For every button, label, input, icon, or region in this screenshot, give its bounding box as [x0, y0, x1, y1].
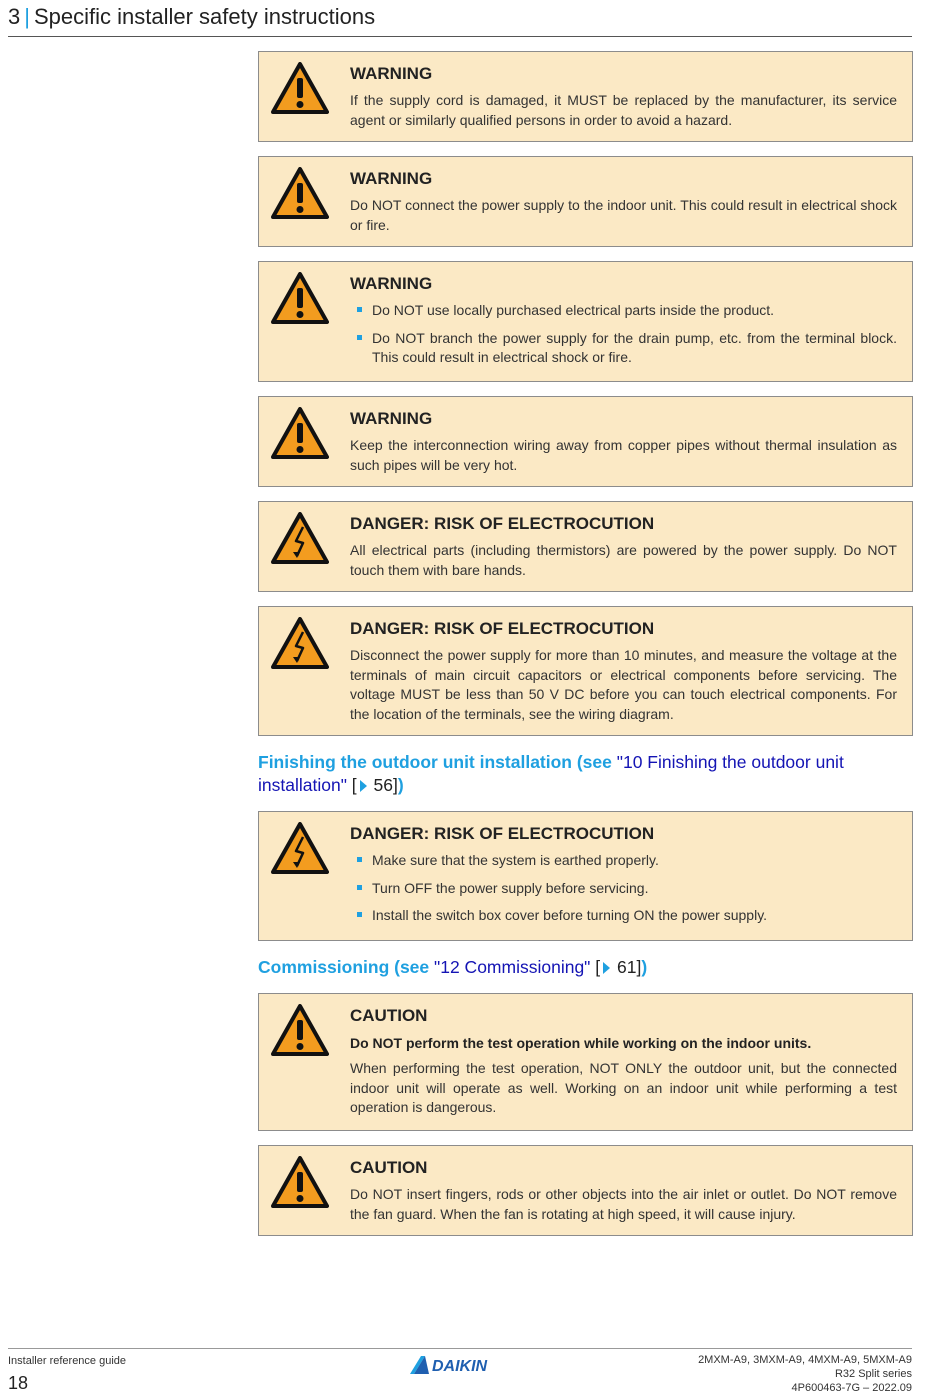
box-text: All electrical parts (including thermistors) are powered by the power supply. Do NOT touch them with bare hands. [350, 542, 897, 578]
warning-exclamation-icon [271, 407, 329, 459]
warning-exclamation-icon [271, 167, 329, 219]
section-number: 3 [8, 4, 21, 29]
box-text: When performing the test operation, NOT ONLY the outdoor unit, but the connected indoor unit will operate as well. Working on an indoor unit while performing a test operation is dangerous. [350, 1060, 897, 1116]
page-ref-number[interactable]: 61] [612, 957, 642, 977]
electrocution-icon [271, 822, 329, 874]
box-emphasis: Do NOT perform the test operation while working on the indoor units. [350, 1035, 812, 1051]
box-title: CAUTION [350, 1158, 428, 1177]
guide-name: Installer reference guide [8, 1355, 127, 1367]
svg-text:DAIKIN: DAIKIN [432, 1358, 488, 1375]
bullet-icon [357, 307, 362, 312]
list-item-text: Make sure that the system is earthed properly. [372, 852, 659, 868]
list-item-text: Turn OFF the power supply before servicing. [372, 879, 649, 896]
page-header [8, 4, 912, 37]
list-item-text: Install the switch box cover before turning ON the power supply. [372, 907, 768, 924]
page-ref-open: [ [590, 957, 601, 977]
list-item [350, 329, 897, 368]
warning-box [258, 261, 913, 382]
caution-box [258, 1145, 913, 1236]
warning-box [258, 51, 913, 142]
box-text: Do NOT connect the power supply to the indoor unit. This could result in electrical shock or fire. [350, 197, 897, 233]
document-code: 4P600463-7G – 2022.09 [791, 1382, 912, 1394]
list-item-text: Do NOT branch the power supply for the drain pump, etc. from the terminal block. This could result in electrical shock or fire. [372, 329, 897, 366]
subheading-close: ) [397, 775, 404, 795]
danger-box [258, 606, 913, 736]
bullet-icon [357, 857, 362, 862]
box-title: WARNING [350, 274, 433, 293]
cross-reference-link[interactable]: "12 Commissioning" [434, 957, 591, 977]
subheading-title: Finishing the outdoor unit installation (see [258, 752, 617, 772]
electrocution-icon [271, 617, 329, 669]
list-item [350, 906, 897, 926]
model-list: 2MXM-A9, 3MXM-A9, 4MXM-A9, 5MXM-A9 [698, 1354, 912, 1366]
caution-box [258, 993, 913, 1131]
box-text: Disconnect the power supply for more than 10 minutes, and measure the voltage at the terminals of main circuit capacitors or electrical components before servicing. The voltage MUST be less than 50 V DC before you can touch electrical components. For the location of the terminals, see the wiring diagram. [350, 647, 897, 723]
warning-exclamation-icon [271, 62, 329, 114]
box-text: Do NOT insert fingers, rods or other objects into the air inlet or outlet. Do NOT remove the fan guard. When the fan is rotating at high speed, it will cause injury. [350, 1186, 897, 1222]
box-title: DANGER: RISK OF ELECTROCUTION [350, 619, 655, 638]
box-title: DANGER: RISK OF ELECTROCUTION [350, 824, 655, 843]
bullet-list [350, 851, 897, 926]
warning-exclamation-icon [271, 272, 329, 324]
warning-exclamation-icon [271, 1004, 329, 1056]
section-title: Specific installer safety instructions [33, 4, 376, 29]
list-item-text: Do NOT use locally purchased electrical parts inside the product. [372, 302, 775, 318]
box-text: Keep the interconnection wiring away from copper pipes without thermal insulation as such pipes will be very hot. [350, 437, 897, 473]
bullet-list [350, 301, 897, 368]
list-item [350, 879, 897, 899]
page-number: 18 [8, 1373, 29, 1393]
daikin-logo [408, 1354, 512, 1376]
box-title: CAUTION [350, 1006, 428, 1025]
subheading-close: ) [641, 957, 648, 977]
section-subheading [258, 751, 913, 797]
bullet-icon [357, 885, 362, 890]
bullet-icon [357, 335, 362, 340]
warning-box [258, 156, 913, 247]
box-title: WARNING [350, 64, 433, 83]
page-ref-number[interactable]: 56] [368, 775, 398, 795]
cross-reference-link[interactable]: "10 Finishing the outdoor unit installation" [258, 752, 844, 795]
section-subheading [258, 956, 913, 979]
list-item [350, 301, 897, 321]
list-item [350, 851, 897, 871]
danger-box [258, 811, 913, 941]
box-title: WARNING [350, 169, 433, 188]
footer-meta [698, 1353, 912, 1394]
subheading-title: Commissioning (see [258, 957, 435, 977]
page-footer [8, 1348, 912, 1394]
electrocution-icon [271, 512, 329, 564]
box-text: If the supply cord is damaged, it MUST be replaced by the manufacturer, its service agent or similarly qualified persons in order to avoid a hazard. [350, 92, 897, 128]
danger-box [258, 501, 913, 592]
bullet-icon [357, 912, 362, 917]
warning-box [258, 396, 913, 487]
header-separator: | [24, 4, 30, 29]
page-ref-open: [ [346, 775, 357, 795]
page-ref-arrow-icon [603, 962, 610, 974]
box-title: WARNING [350, 409, 433, 428]
box-title: DANGER: RISK OF ELECTROCUTION [350, 514, 655, 533]
series-name: R32 Split series [834, 1368, 912, 1380]
warning-exclamation-icon [271, 1156, 329, 1208]
page-ref-arrow-icon [360, 780, 367, 792]
